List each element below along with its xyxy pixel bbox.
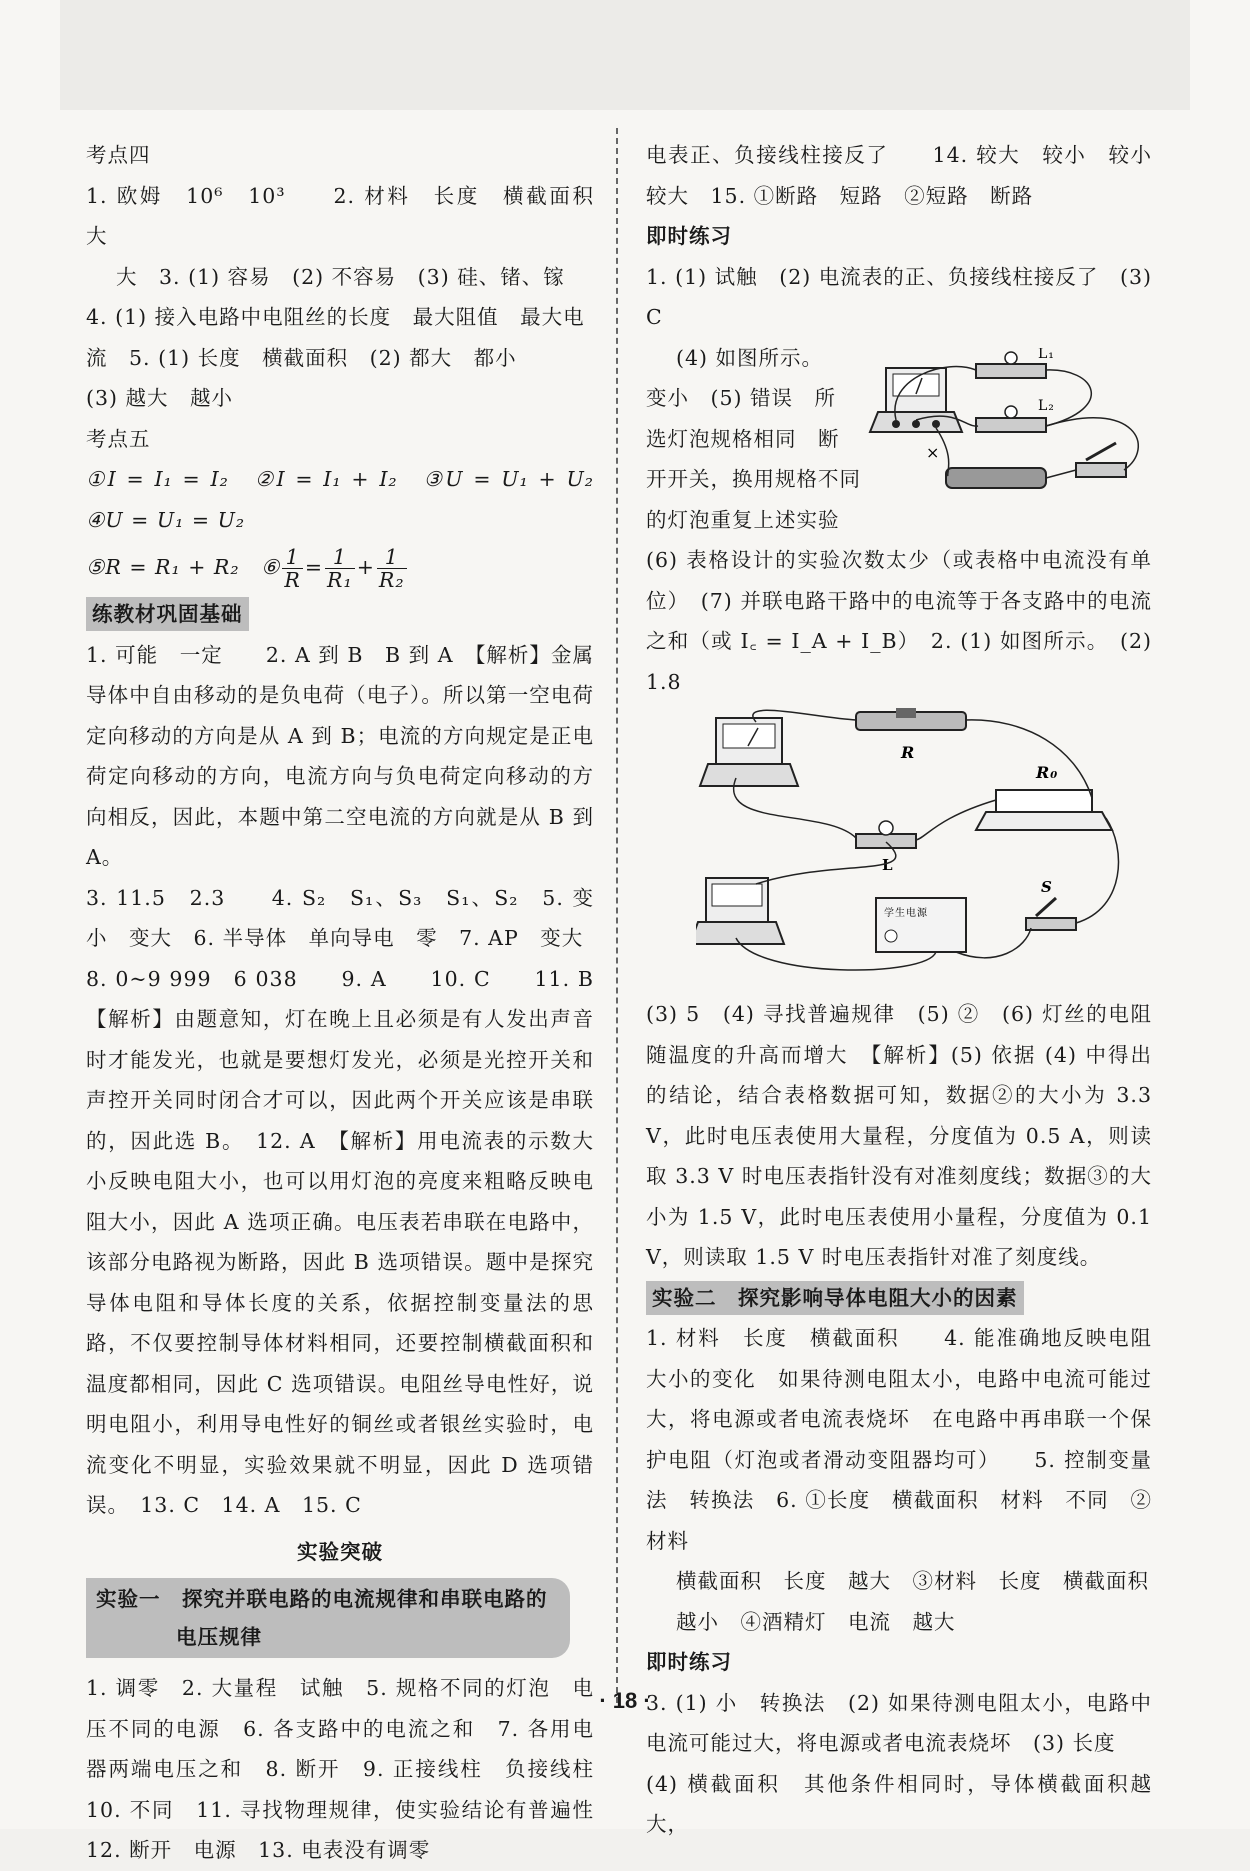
jishi1-line5: 开开关，换用规格不同 bbox=[646, 467, 861, 491]
kd4-line5: (3) 越大 越小 bbox=[86, 386, 234, 410]
jishi1-text2: (3) 5 (4) 寻找普遍规律 (5) ② (6) 灯丝的电阻随温度的升高而增大 【解析】(5) 依据 (4) 中得出的结论，结合表格数据可知，数据②的大小为 3.3 V，此时电压表使用大量程，分度值为 0.5 A，则读取 3.3 V 时电压表指针没有对准刻度线；数据③的大小为 1.5 V，此时电压表使用小量程，分度值为 0.1 V，则读取 1.5 V 时电压表指针对准了刻度线。 bbox=[646, 1002, 1152, 1269]
jishi1-text: (6) 表格设计的实验次数太少（或表格中电流没有单位） (7) 并联电路干路中的电流等于各支路中的电流之和（或 I꜀ = I_A + I_B） 2. (1) 如图所示。 (2) 1.8 bbox=[646, 548, 1152, 694]
frac-num: 1 bbox=[325, 546, 355, 569]
frac-num: 1 bbox=[282, 546, 302, 569]
exp1-title-line1: 实验一 探究并联电路的电流规律和串联电路的 bbox=[96, 1587, 548, 1611]
cross-mark: × bbox=[926, 442, 941, 462]
exp2-text: 1. 材料 长度 横截面积 4. 能准确地反映电阻大小的变化 如果待测电阻太小，电路中电流可能过大，将电源或者电流表烧坏 在电路中再串联一个保护电阻（灯泡或者滑动变阻器均可） 5. 控制变量法 转换法 6. ①长度 横截面积 材料 不同 ②材料 bbox=[646, 1326, 1152, 1553]
jishi1-title: 即时练习 bbox=[646, 224, 732, 248]
kd4-line2: 大 3. (1) 容易 (2) 不容易 (3) 硅、锗、镓 bbox=[116, 264, 565, 289]
jishi2-text: 3. (1) 小 转换法 (2) 如果待测电阻太小，电路中电流可能过大，将电源或者电流表烧坏 (3) 长度 bbox=[646, 1690, 1152, 1755]
figure1-block bbox=[646, 338, 1152, 541]
exp2-line3: 越小 ④酒精灯 电流 越大 bbox=[676, 1609, 956, 1634]
exp1-title-line2: 电压规律 bbox=[176, 1625, 262, 1649]
label-s: S bbox=[1041, 878, 1053, 896]
fraction-lhs bbox=[282, 546, 302, 591]
kd5-line1: ①I = I₁ = I₂ ②I = I₁ + I₂ ③U = U₁ + U₂ ④U = U₁ = U₂ bbox=[86, 467, 616, 532]
header-band bbox=[60, 0, 1190, 110]
circuit-diagram-2 bbox=[696, 708, 1136, 988]
kd5-line2: ⑤R = R₁ + R₂ ⑥ $\frac{1}{R}$ = $\frac{1}{\text{R₁}}$ + $\frac{1}{\text{R₂}}$ bbox=[86, 545, 405, 592]
jishi2-title: 即时练习 bbox=[646, 1650, 732, 1674]
page-number: · 18 · bbox=[599, 1688, 651, 1713]
section-header-exp2: 实验二 探究影响导体电阻大小的因素 bbox=[646, 1281, 1024, 1315]
exp1-text: 1. 调零 2. 大量程 试触 5. 规格不同的灯泡 电压不同的电源 6. 各支路中的电流之和 7. 各用电器两端电压之和 8. 断开 9. 正接线柱 负接线柱 10. 不同 11. 寻找物理规律，使实验结论有普遍性 12. 断开 电源 13. 电表没有调零 bbox=[86, 1676, 616, 1862]
jishi1-line4: 选灯泡规格相同 断 bbox=[646, 426, 840, 451]
frac-den: R₂ bbox=[378, 568, 405, 592]
frac-num: 1 bbox=[377, 546, 407, 569]
kd5-title: 考点五 bbox=[86, 426, 151, 451]
section-header-jichu: 练教材巩固基础 bbox=[86, 597, 249, 631]
fraction-r1 bbox=[325, 546, 355, 591]
exp1-header bbox=[86, 1578, 570, 1658]
frac-den: R₁ bbox=[327, 568, 353, 592]
label-l2: L₂ bbox=[1038, 397, 1055, 414]
label-l: L bbox=[882, 856, 894, 874]
column-divider bbox=[616, 128, 618, 1703]
jishi2-line2: (4) 横截面积 其他条件相同时，导体横截面积越大， bbox=[646, 1771, 1152, 1836]
label-l1: L₁ bbox=[1038, 347, 1055, 362]
jishi1-line1: 1. (1) 试触 (2) 电流表的正、负接线柱接反了 (3) C bbox=[646, 264, 1152, 329]
r-top: 电表正、负接线柱接反了 14. 较大 较小 较小 较大 15. ①断路 短路 ②短路 断路 bbox=[646, 143, 1174, 208]
jichu-text2: 3. 11.5 2.3 4. S₂ S₁、S₃ S₁、S₂ 5. 变小 变大 6. 半导体 单向导电 零 7. AP 变大 bbox=[86, 885, 594, 950]
circuit-diagram-1 bbox=[866, 348, 1156, 498]
kd5-line2-text: ⑤R = R₁ + R₂ ⑥ bbox=[86, 555, 281, 579]
jishi1-line2: (4) 如图所示。 bbox=[676, 345, 824, 370]
jichu-text: 1. 可能 一定 2. A 到 B B 到 A 【解析】金属导体中自由移动的是负电荷（电子）。所以第一空电荷定向移动的方向是从 A 到 B；电流的方向规定是正电荷定向移动的方向，电流方向与负电荷定向移动的方向相反，因此，本题中第二空电流的方向就是从 B 到 A。 bbox=[86, 642, 594, 869]
right-column bbox=[646, 135, 1174, 1845]
jishi1-line3: 变小 (5) 错误 所 bbox=[646, 386, 837, 410]
kd4-line1: 1. 欧姆 10⁶ 10³ 2. 材料 长度 横截面积 大 bbox=[86, 183, 616, 248]
jichu-text3: 8. 0~9 999 6 038 9. A 10. C 11. B 【解析】由题意知，灯在晚上且必须是有人发出声音时才能发光，也就是要想灯发光，必须是光控开关和声控开关同时闭合才可以，因此两个开关应该是串联的，因此选 B。 12. A 【解析】用电流表的示数大小反映电阻大小，也可以用灯泡的亮度来粗略反映电阻大小，因此 A 选项正确。电压表若串联在电路中，该部分电路视为断路，因此 B 选项错误。题中是探究导体电阻和导体长度的关系，依据控制变量法的思路，不仅要控制导体材料相同，还要控制横截面积和温度都相同，因此 C 选项错误。电阻丝导电性好，说明电阻小，利用导电性好的铜丝或者银丝实验时，电流变化不明显，实验效果就不明显，因此 D 选项错误。 13. C 14. A 15. C bbox=[86, 966, 616, 1517]
label-r0: R₀ bbox=[1036, 763, 1059, 782]
label-psu: 学生电源 bbox=[884, 908, 928, 919]
jishi1-line6: 的灯泡重复上述实验 bbox=[646, 507, 840, 532]
kd4-title: 考点四 bbox=[86, 143, 151, 167]
exp2-line2: 横截面积 长度 越大 ③材料 长度 横截面积 bbox=[676, 1569, 1149, 1593]
frac-den: R bbox=[284, 568, 301, 592]
label-r: R bbox=[901, 743, 916, 762]
kd4-line3: 4. (1) 接入电路中电阻丝的长度 最大阻值 最大电 bbox=[86, 305, 585, 329]
section-title-shiyan: 实验突破 bbox=[297, 1539, 383, 1564]
kd4-line4: 流 5. (1) 长度 横截面积 (2) 都大 都小 bbox=[86, 345, 517, 370]
fraction-r2 bbox=[377, 546, 407, 591]
left-column bbox=[86, 135, 616, 1871]
